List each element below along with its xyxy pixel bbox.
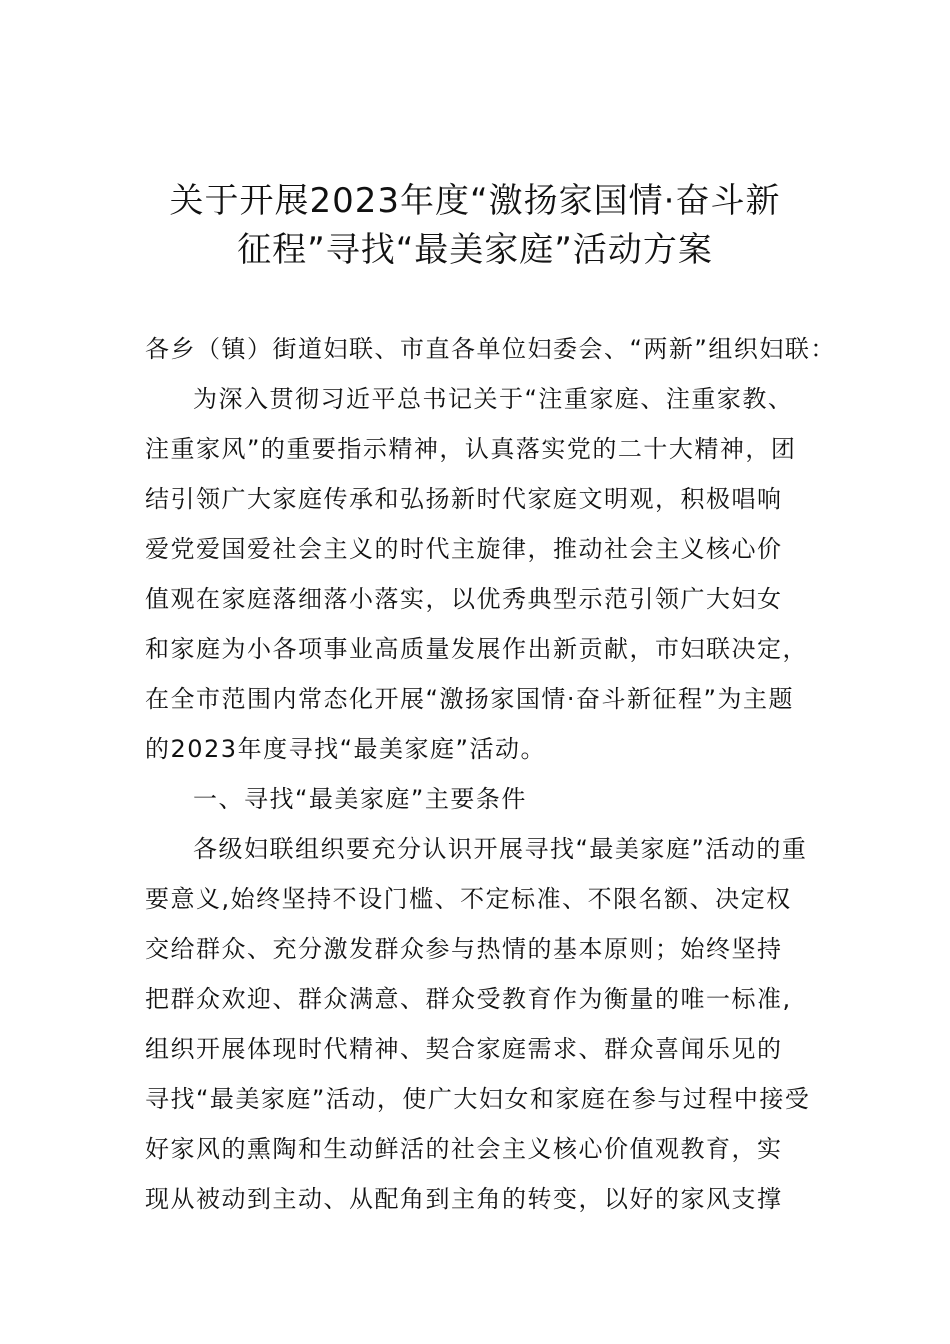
section-1-heading: 一、寻找“最美家庭”主要条件	[193, 785, 527, 813]
paragraph-2-line: 寻找“最美家庭”活动，使广大妇女和家庭在参与过程中接受	[145, 1085, 811, 1113]
paragraph-1-line: 为深入贯彻习近平总书记关于“注重家庭、注重家教、	[193, 385, 794, 413]
paragraph-2-line: 各级妇联组织要充分认识开展寻找“最美家庭”活动的重	[193, 835, 808, 863]
document-title-line-2: 征程”寻找“最美家庭”活动方案	[237, 230, 713, 270]
paragraph-2-line: 交给群众、充分激发群众参与热情的基本原则；始终坚持	[145, 935, 783, 963]
paragraph-2-line: 要意义,始终坚持不设门槛、不定标准、不限名额、决定权	[145, 885, 792, 913]
paragraph-2-line: 现从被动到主动、从配角到主角的转变，以好的家风支撑	[145, 1185, 783, 1213]
paragraph-1-line: 注重家风”的重要指示精神，认真落实党的二十大精神，团	[145, 435, 797, 463]
paragraph-1-line: 的2023年度寻找“最美家庭”活动。	[145, 735, 546, 763]
paragraph-1-line: 在全市范围内常态化开展“激扬家国情·奋斗新征程”为主题	[145, 685, 794, 713]
paragraph-2-line: 好家风的熏陶和生动鲜活的社会主义核心价值观教育，实	[145, 1135, 783, 1163]
paragraph-1-line: 爱党爱国爱社会主义的时代主旋律，推动社会主义核心价	[145, 535, 783, 563]
paragraph-2-line: 把群众欢迎、群众满意、群众受教育作为衡量的唯一标准,	[145, 985, 792, 1013]
salutation: 各乡（镇）街道妇联、市直各单位妇委会、“两新”组织妇联：	[145, 335, 836, 363]
paragraph-2-line: 组织开展体现时代精神、契合家庭需求、群众喜闻乐见的	[145, 1035, 783, 1063]
paragraph-1-line: 和家庭为小各项事业高质量发展作出新贡献，市妇联决定，	[145, 635, 808, 663]
document-title-line-1: 关于开展2023年度“激扬家国情·奋斗新	[169, 181, 781, 221]
paragraph-1-line: 值观在家庭落细落小落实，以优秀典型示范引领广大妇女	[145, 585, 783, 613]
paragraph-1-line: 结引领广大家庭传承和弘扬新时代家庭文明观，积极唱响	[145, 485, 783, 513]
